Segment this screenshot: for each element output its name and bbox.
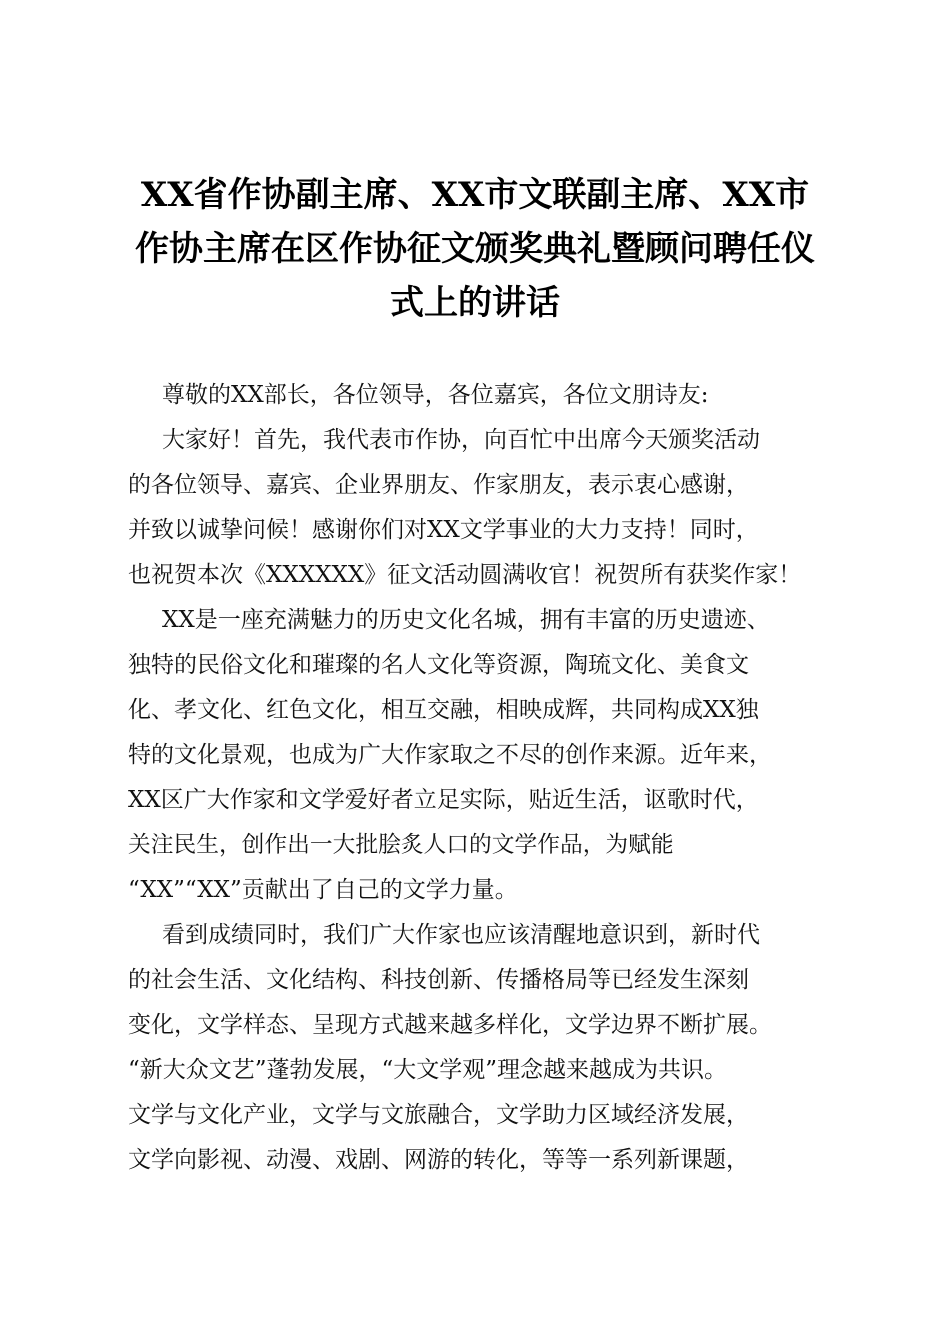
paragraph-line: 的各位领导、嘉宾、企业界朋友、作家朋友，表示衷心感谢， [128, 472, 749, 498]
paragraph-line: 关注民生，创作出一大批脍炙人口的文学作品，为赋能 [128, 832, 674, 858]
paragraph-line: 变化，文学样态、呈现方式越来越多样化，文学边界不断扩展。 [128, 1012, 772, 1038]
paragraph-line: 大家好！首先，我代表市作协，向百忙中出席今天颁奖活动 [162, 427, 760, 453]
paragraph-line: XX区广大作家和文学爱好者立足实际，贴近生活，讴歌时代， [128, 787, 759, 813]
paragraph-line: 看到成绩同时，我们广大作家也应该清醒地意识到，新时代 [162, 922, 760, 948]
document-title [110, 168, 840, 330]
title-line: XX省作协副主席、XX市文联副主席、XX市 [140, 175, 810, 215]
paragraph-line: 并致以诚挚问候！感谢你们对XX文学事业的大力支持！同时， [128, 517, 759, 543]
title-line: 作协主席在区作协征文颁奖典礼暨顾问聘任仪 [135, 229, 815, 269]
paragraph-line: 独特的民俗文化和璀璨的名人文化等资源，陶琉文化、美食文 [128, 652, 749, 678]
paragraph-line: 文学与文化产业，文学与文旅融合，文学助力区域经济发展， [128, 1102, 749, 1128]
paragraph-line: 文学向影视、动漫、戏剧、网游的转化，等等一系列新课题， [128, 1147, 749, 1173]
paragraph-line: “XX”“XX”贡献出了自己的文学力量。 [128, 877, 518, 903]
paragraph-line: “新大众文艺”蓬勃发展，“大文学观”理念越来越成为共识。 [128, 1057, 728, 1083]
paragraph-line: 也祝贺本次《XXXXXX》征文活动圆满收官！祝贺所有获奖作家！ [128, 562, 802, 588]
paragraph-line: XX是一座充满魅力的历史文化名城，拥有丰富的历史遗迹、 [162, 607, 770, 633]
paragraph-line: 特的文化景观，也成为广大作家取之不尽的创作来源。近年来， [128, 742, 772, 768]
paragraph-line: 的社会生活、文化结构、科技创新、传播格局等已经发生深刻 [128, 967, 749, 993]
paragraph-line: 化、孝文化、红色文化，相互交融，相映成辉，共同构成XX独 [128, 697, 759, 723]
title-line: 式上的讲话 [390, 283, 560, 323]
salutation-line: 尊敬的XX部长，各位领导，各位嘉宾，各位文朋诗友: [162, 382, 709, 408]
